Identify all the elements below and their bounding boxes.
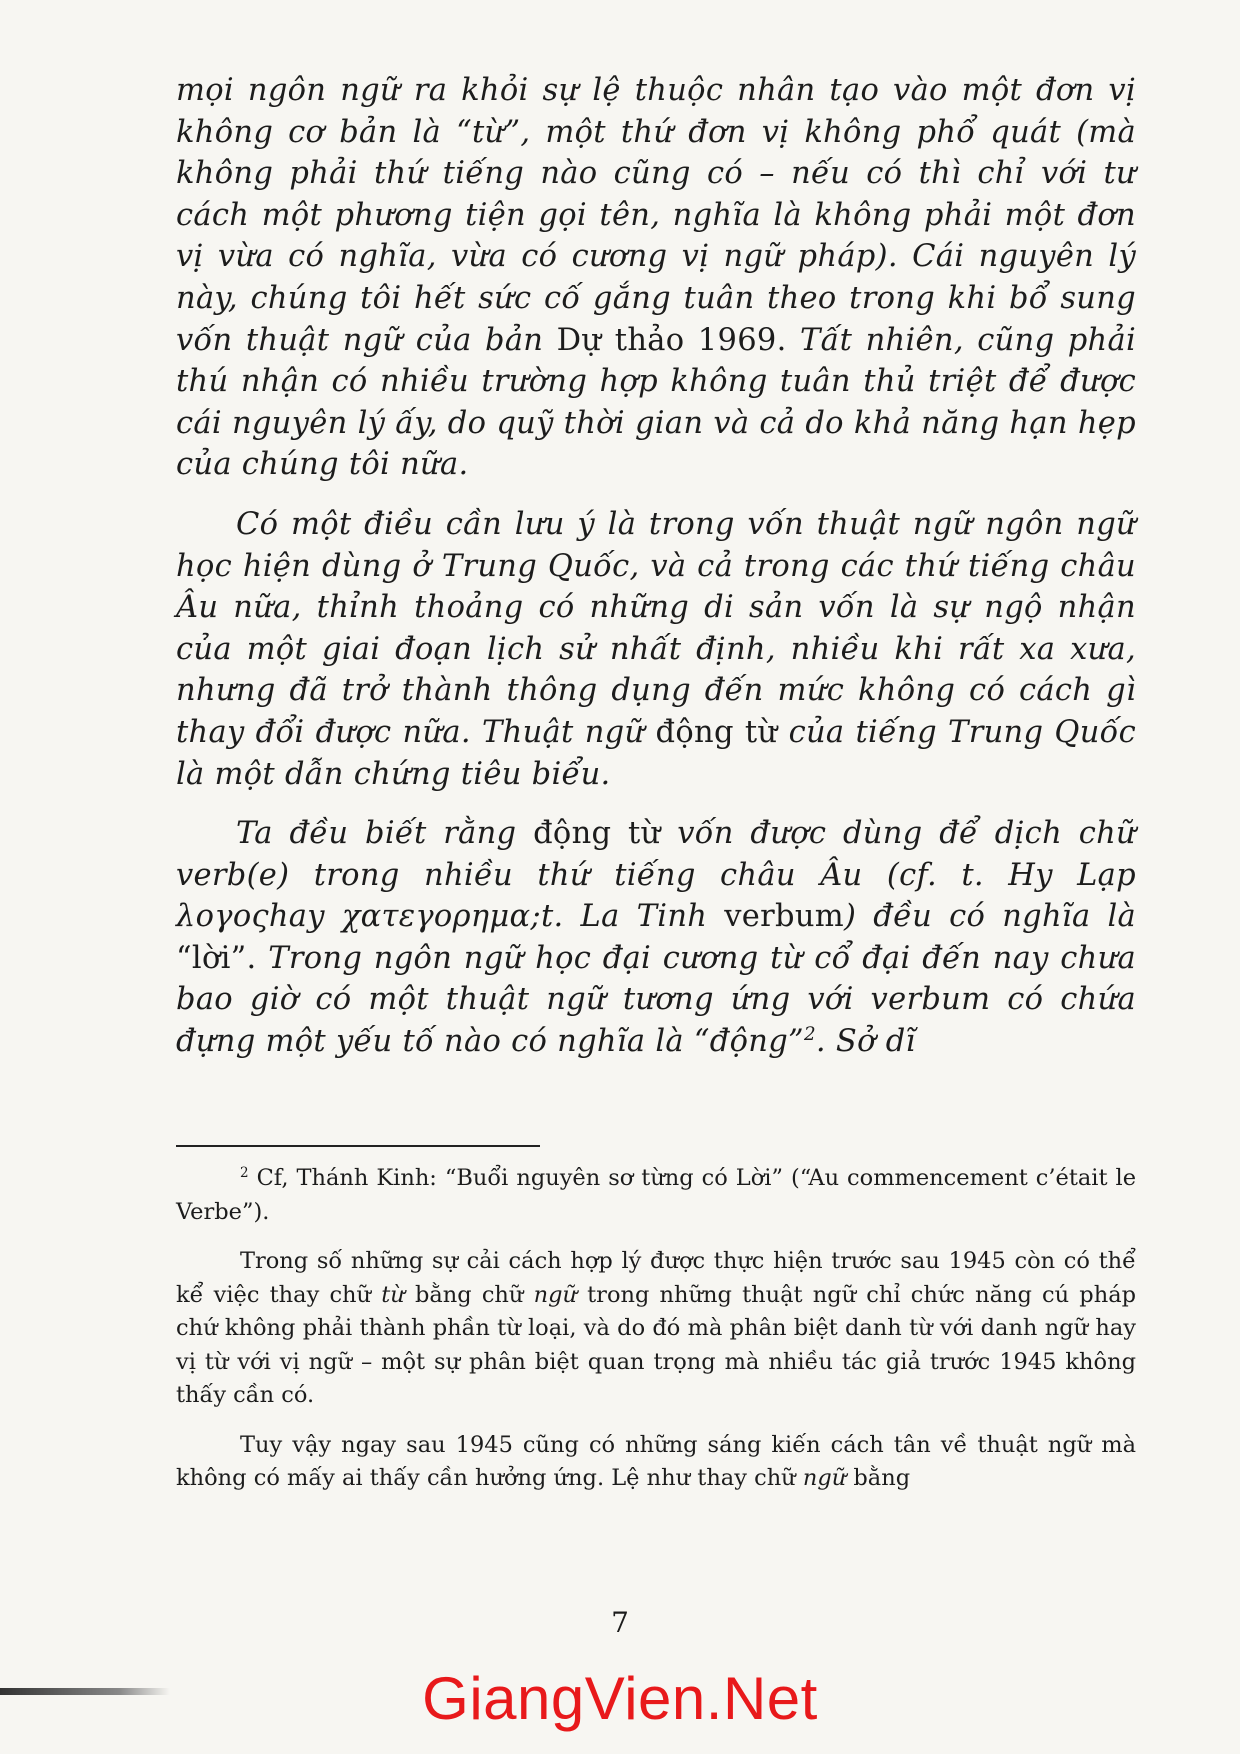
footnote-divider — [176, 1145, 540, 1147]
footnote-2-text: Cf, Thánh Kinh: “Buổi nguyên sơ từng có Lời” (“Au commencement c’était le Verbe”). — [176, 1165, 1137, 1225]
watermark: GiangVien.Net — [422, 1665, 818, 1732]
fn-p1-text-3: trong những thuật ngữ chỉ chức năng cú pháp chứ không phải thành phần từ loại, và do đó mà phân biệt danh từ với danh ngữ hay vị từ với vị ngữ – một sự phân biệt quan trọng mà nhiều tác giả trước 1945 không thấy cần có. — [176, 1281, 1137, 1408]
footnote-paragraph-1 — [176, 1245, 1136, 1413]
term-tu: từ — [381, 1281, 405, 1308]
footnote-2-mark: 2 — [240, 1164, 249, 1181]
paragraph-3-text-mid: vốn được dùng để dịch chữ verb(e) trong nhiều thứ tiếng châu Âu (cf. t. Hy Lạp λογοςhay χατεγορημα;t. La Tinh — [176, 816, 1136, 935]
paragraph-2-text-end: của tiếng Trung Quốc là một dẫn chứng tiêu biểu. — [176, 714, 1137, 792]
term-loi: “lời”. — [176, 940, 257, 976]
term-dong-tu-2: động từ — [533, 816, 661, 852]
fn-p2-text: Tuy vậy ngay sau 1945 cũng có những sáng kiến cách tân về thuật ngữ mà không có mấy ai thấy cần hưởng ứng. Lệ như thay chữ — [176, 1431, 1136, 1491]
fn-p2-text-2: bằng — [853, 1465, 911, 1491]
term-ngu: ngữ — [533, 1281, 577, 1308]
paragraph-3 — [176, 813, 1136, 1063]
page-number: 7 — [611, 1606, 629, 1639]
footnote-paragraph-2 — [176, 1429, 1136, 1496]
paragraph-1-text-end: Tất nhiên, cũng phải thú nhận có nhiều trường hợp không tuân thủ triệt để được cái nguyên lý ấy, do quỹ thời gian và cả do khả năng hạn hẹp của chúng tôi nữa. — [176, 322, 1137, 483]
paragraph-2-text: Có một điều cần lưu ý là trong vốn thuật ngữ ngôn ngữ học hiện dùng ở Trung Quốc, và cả trong các thứ tiếng châu Âu nữa, thỉnh thoảng có những di sản vốn là sự ngộ nhận của một giai đoạn lịch sử nhất định, nhiều khi rất xa xưa, nhưng đã trở thành thông dụng đến mức không có cách gì thay đổi được nữa. Thuật ngữ — [176, 506, 1136, 750]
paragraph-3-text-mid2: ) đều có nghĩa là — [844, 899, 1137, 935]
footnote-ref-2: 2 — [803, 1024, 816, 1046]
term-ngu-2: ngữ — [802, 1465, 847, 1491]
paragraph-3-text-mid3: Trong ngôn ngữ học đại cương từ cổ đại đến nay chưa bao giờ có một thuật ngữ tương ứng với verbum có chứa đựng một yếu tố nào có nghĩa là “động” — [176, 940, 1136, 1060]
fn-p1-text: Trong số những sự cải cách hợp lý được thực hiện trước sau 1945 còn có thể kể việc thay chữ — [176, 1248, 1136, 1308]
main-text — [176, 70, 1136, 1063]
paragraph-3-text-end: . Sở dĩ — [815, 1024, 916, 1060]
paragraph-3-text: Ta đều biết rằng — [236, 816, 517, 852]
term-dong-tu: động từ — [655, 714, 778, 750]
paragraph-1 — [176, 70, 1136, 486]
paragraph-2 — [176, 504, 1136, 795]
draft-1969-ref: Dự thảo 1969. — [556, 322, 787, 358]
term-verbum: verbum — [724, 899, 845, 935]
fn-p1-text-2: bằng chữ — [414, 1281, 524, 1308]
footnotes — [176, 1162, 1136, 1496]
footnote-2 — [176, 1162, 1136, 1229]
paragraph-1-text: mọi ngôn ngữ ra khỏi sự lệ thuộc nhân tạo vào một đơn vị không cơ bản là “từ”, một thứ đơn vị không phổ quát (mà không phải thứ tiếng nào cũng có – nếu có thì chỉ với tư cách một phương tiện gọi tên, nghĩa là không phải một đơn vị vừa có nghĩa, vừa có cương vị ngữ pháp). Cái nguyên lý này, chúng tôi hết sức cố gắng tuân theo trong khi bổ sung vốn thuật ngữ của bản — [176, 73, 1136, 358]
